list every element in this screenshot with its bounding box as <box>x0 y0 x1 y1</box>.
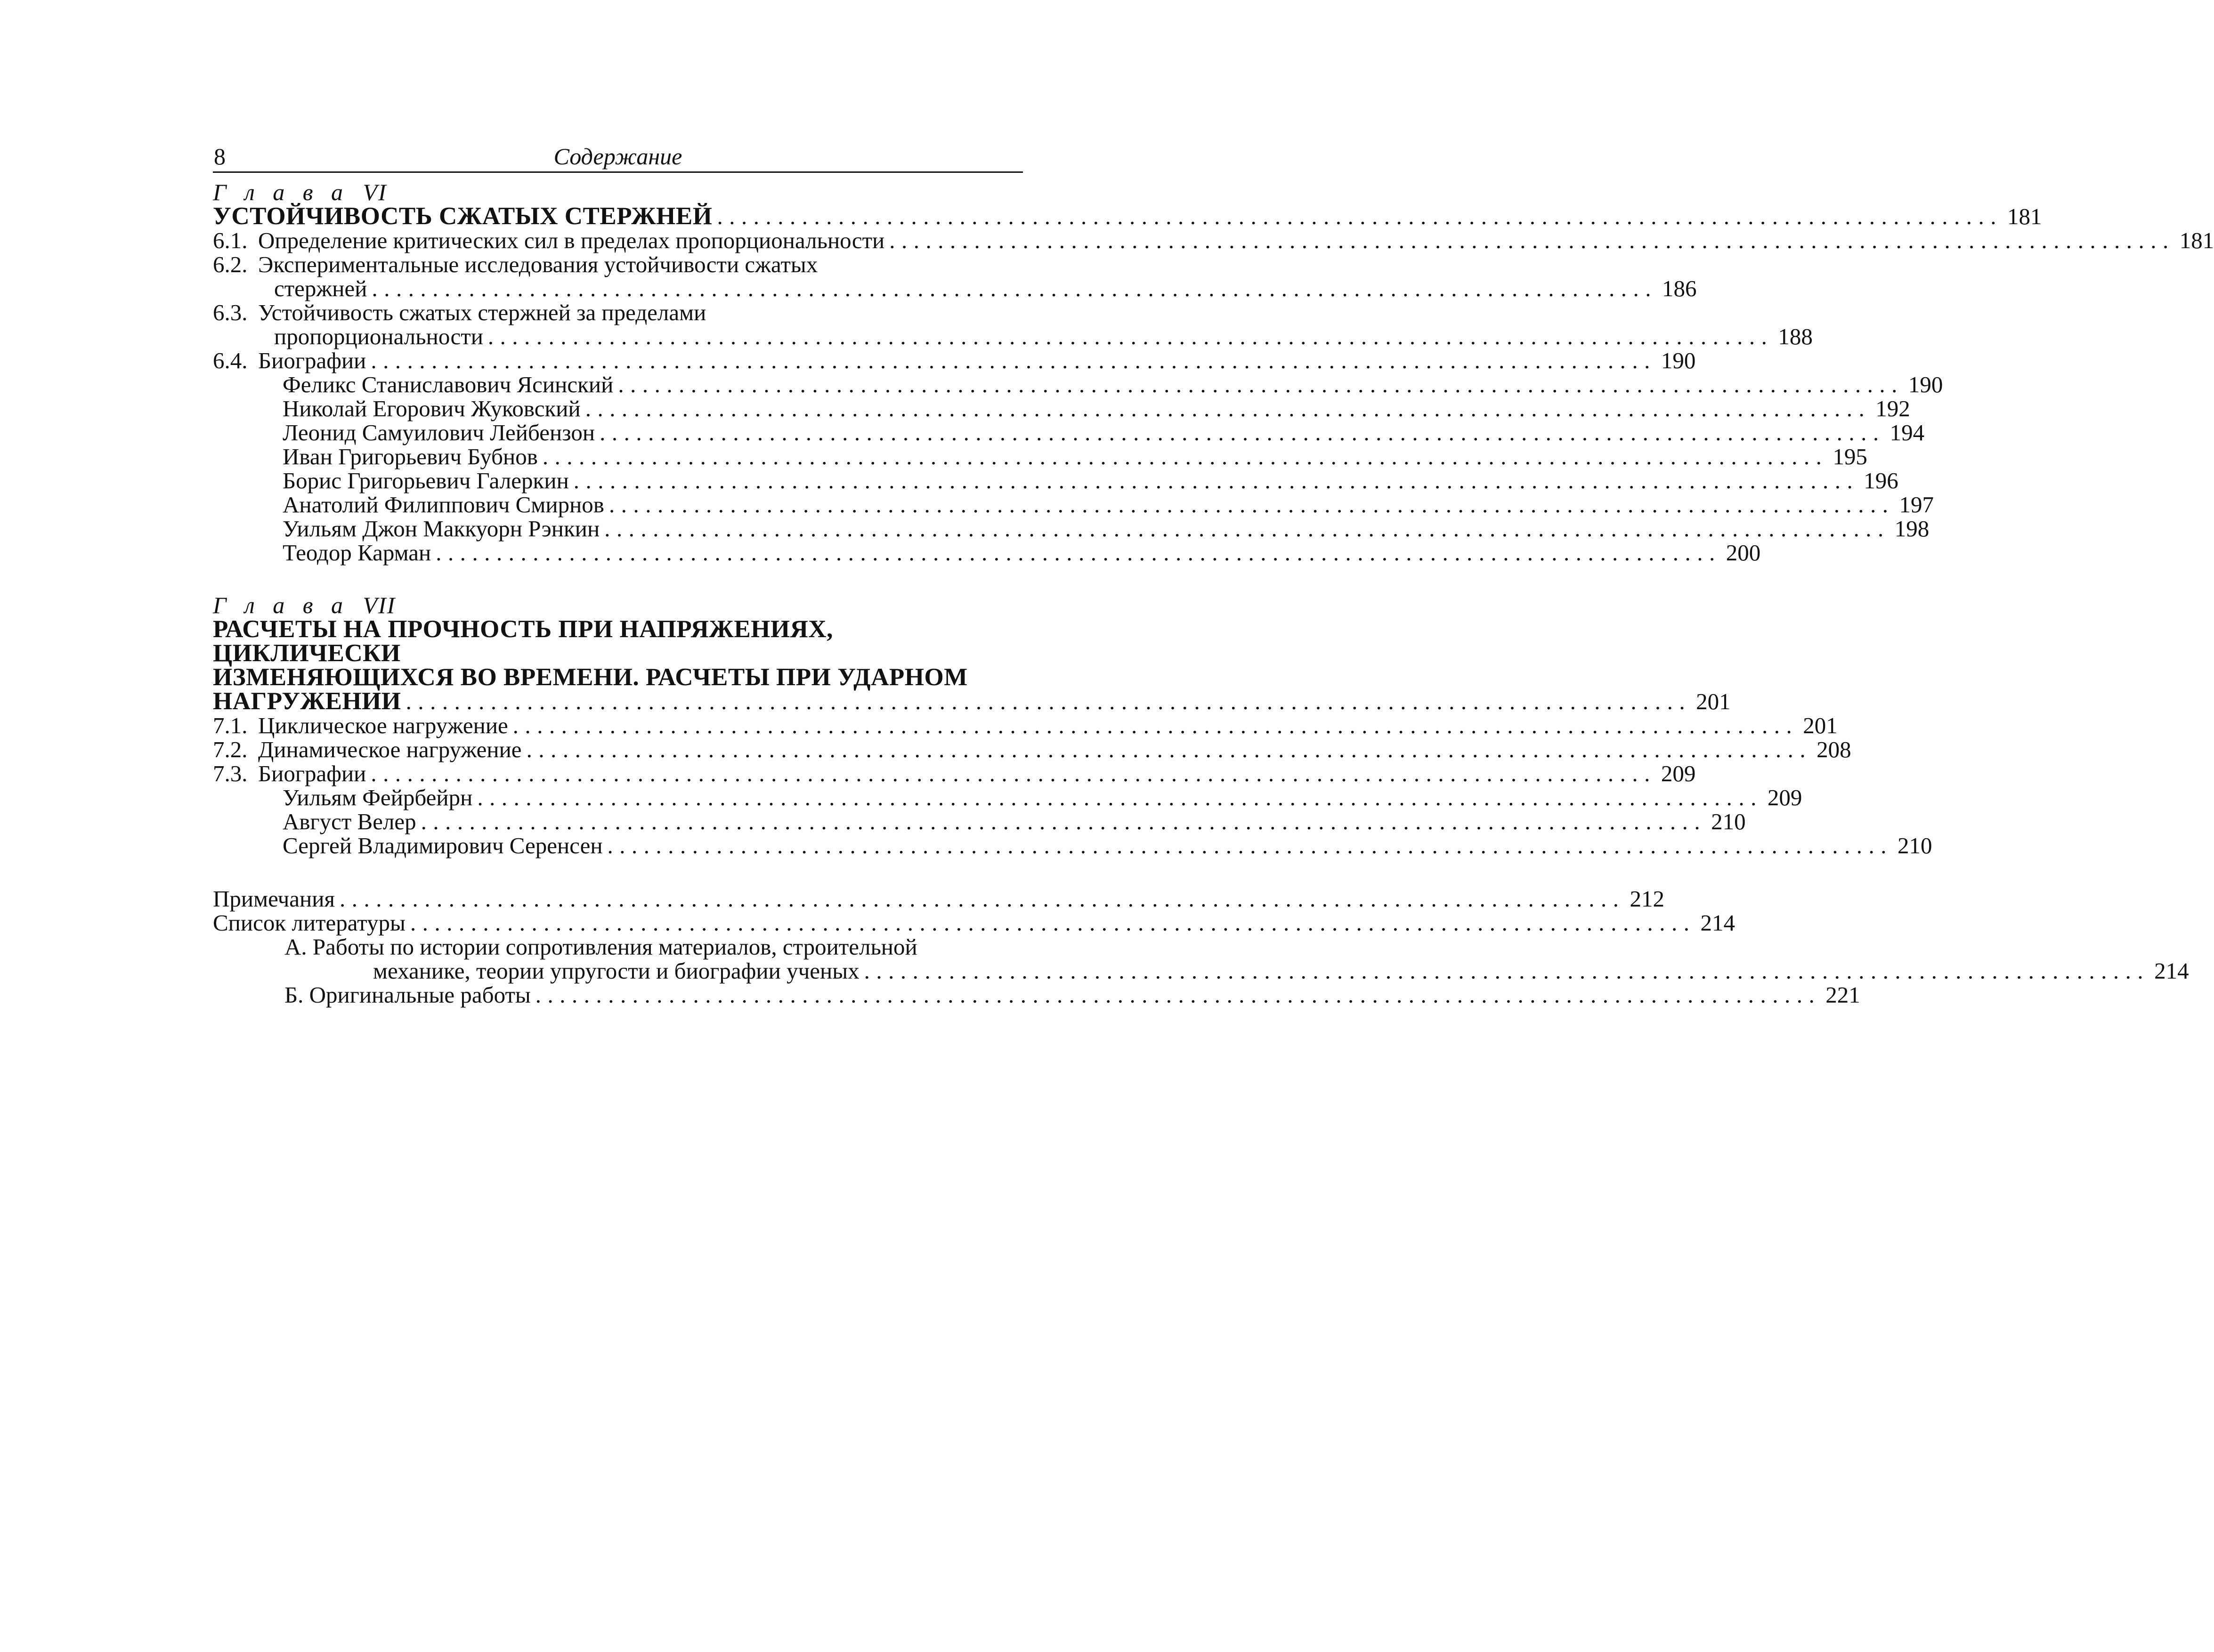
page-header <box>213 142 1023 173</box>
bio-name: Сергей Владимирович Серенсен <box>283 833 603 858</box>
bio-name: Теодор Карман <box>283 540 431 566</box>
bio-name: Уильям Фейрбейрн <box>283 785 473 810</box>
dot-leader: .......................................................................................................... <box>477 785 1763 810</box>
section-title: Определение критических сил в пределах пропорциональности <box>258 227 885 253</box>
section-number: 6.4. <box>213 348 248 373</box>
dot-leader: .......................................................................................................... <box>487 324 1774 349</box>
chapter-6-title: УСТОЙЧИВОСТЬ СЖАТЫХ СТЕРЖНЕЙ <box>213 202 713 230</box>
section-number: 7.1. <box>213 713 248 738</box>
bio-entry[interactable] <box>213 396 1910 421</box>
dot-leader: .......................................................................................................... <box>526 737 1812 762</box>
page-ref: 186 <box>1662 275 1697 301</box>
bio-entry[interactable] <box>213 809 1746 834</box>
page-ref: 198 <box>1894 516 1930 542</box>
section-title: Динамическое нагружение <box>258 737 522 762</box>
bio-entry[interactable] <box>213 444 1867 470</box>
dot-leader: .......................................................................................................... <box>421 809 1707 834</box>
page-ref: 209 <box>1661 761 1696 786</box>
section-number: 6.3. <box>213 300 248 325</box>
page-ref: 221 <box>1825 982 1860 1008</box>
toc-entry-6-3-line1 <box>213 300 1023 324</box>
chapter-6-label: Г л а в а VI <box>213 179 387 205</box>
bio-entry[interactable] <box>213 468 1898 494</box>
section-title: Циклическое нагружение <box>258 713 508 738</box>
chapter-7-title-line2: ИЗМЕНЯЮЩИХСЯ ВО ВРЕМЕНИ. РАСЧЕТЫ ПРИ УДАРНОМ <box>213 664 968 691</box>
section-title: Экспериментальные исследования устойчивости сжатых <box>258 251 818 277</box>
page-ref: 208 <box>1817 737 1851 762</box>
page-ref: 197 <box>1899 492 1934 518</box>
dot-leader: .......................................................................................................... <box>604 516 1890 542</box>
section-title-cont: пропорциональности <box>274 324 483 349</box>
toc-entry-7-1[interactable] <box>213 713 1838 738</box>
dot-leader: .......................................................................................................... <box>889 227 2175 253</box>
bio-name: Уильям Джон Маккуорн Рэнкин <box>283 516 600 542</box>
page-ref: 212 <box>1630 886 1665 912</box>
page-ref: 201 <box>1803 713 1838 738</box>
toc-entry-7-2[interactable] <box>213 737 1851 762</box>
dot-leader: .......................................................................................................... <box>436 540 1721 566</box>
bio-name: Николай Егорович Жуковский <box>283 396 581 421</box>
page-ref: 210 <box>1898 833 1932 858</box>
section-title: Список литературы <box>213 910 405 936</box>
section-number: 6.1. <box>213 227 248 253</box>
dot-leader: .......................................................................................................... <box>371 348 1656 373</box>
dot-leader: .......................................................................................................... <box>607 833 1893 858</box>
bio-entry[interactable] <box>213 833 1932 858</box>
page-ref: 181 <box>2179 227 2214 253</box>
toc-entry-refs-b[interactable] <box>213 982 1860 1008</box>
page-ref: 192 <box>1875 396 1910 421</box>
section-title-cont: стержней <box>274 275 367 301</box>
section-number: 7.2. <box>213 737 248 762</box>
dot-leader: .......................................................................................................... <box>410 910 1696 936</box>
spacer <box>213 858 1023 887</box>
dot-leader: .......................................................................................................... <box>608 492 1895 518</box>
toc-entry-notes[interactable] <box>213 886 1665 912</box>
dot-leader: .......................................................................................................... <box>371 761 1656 786</box>
page-ref: 200 <box>1726 540 1761 566</box>
bio-name: Анатолий Филиппович Смирнов <box>283 492 604 518</box>
chapter-7-title-line3: НАГРУЖЕНИИ <box>213 688 401 715</box>
toc-entry-7-3[interactable] <box>213 761 1696 786</box>
toc-entry-6-2-line1 <box>213 252 1023 276</box>
dot-leader: .......................................................................................................... <box>717 203 2003 229</box>
bio-entry[interactable] <box>213 785 1802 810</box>
chapter-7-title-entry[interactable] <box>213 688 1731 715</box>
section-number: 6.2. <box>213 251 248 277</box>
section-title: Биографии <box>258 761 366 786</box>
dot-leader: .......................................................................................................... <box>535 982 1821 1008</box>
section-title: Примечания <box>213 886 335 912</box>
dot-leader: .......................................................................................................... <box>542 444 1828 470</box>
page-ref: 190 <box>1661 348 1696 373</box>
bio-entry[interactable] <box>213 372 1943 397</box>
section-title-cont: механике, теории упругости и биографии ученых <box>373 958 860 984</box>
bio-name: Август Велер <box>283 809 416 834</box>
bio-name: Леонид Самуилович Лейбензон <box>283 420 595 445</box>
section-title: Б. Оригинальные работы <box>284 982 531 1008</box>
section-title: Устойчивость сжатых стержней за пределами <box>258 300 706 325</box>
toc-entry-6-3[interactable] <box>213 324 1813 349</box>
dot-leader: .......................................................................................................... <box>864 958 2150 984</box>
page-ref: 190 <box>1908 372 1943 397</box>
dot-leader: .......................................................................................................... <box>405 688 1692 714</box>
bio-name: Иван Григорьевич Бубнов <box>283 444 538 470</box>
page-ref: 209 <box>1767 785 1802 810</box>
page-ref: 181 <box>2007 203 2042 229</box>
page-ref: 194 <box>1890 420 1925 445</box>
toc-entry-6-2[interactable] <box>213 275 1697 301</box>
spacer <box>213 565 1023 593</box>
toc-entry-references[interactable] <box>213 910 1735 936</box>
page-ref: 201 <box>1696 688 1731 714</box>
chapter-7-label: Г л а в а VII <box>213 592 396 618</box>
bio-name: Феликс Станиславович Ясинский <box>283 372 614 397</box>
page-number: 8 <box>214 143 226 170</box>
page-ref: 188 <box>1778 324 1813 349</box>
toc-entry-6-4[interactable] <box>213 348 1696 373</box>
dot-leader: .......................................................................................................... <box>585 396 1871 421</box>
dot-leader: .......................................................................................................... <box>618 372 1904 397</box>
page-ref: 196 <box>1864 468 1898 494</box>
toc-entry-refs-a[interactable] <box>213 958 2189 984</box>
page-ref: 195 <box>1833 444 1867 470</box>
table-of-contents <box>213 179 2214 1008</box>
bio-entry[interactable] <box>213 492 1934 518</box>
page-ref: 214 <box>2154 958 2189 984</box>
running-title: Содержание <box>553 143 682 170</box>
dot-leader: .......................................................................................................... <box>340 886 1625 912</box>
toc-entry-6-1[interactable] <box>213 227 2214 253</box>
chapter-7-title-line1: РАСЧЕТЫ НА ПРОЧНОСТЬ ПРИ НАПРЯЖЕНИЯХ, ЦИКЛИЧЕСКИ <box>213 615 833 667</box>
dot-leader: .......................................................................................................... <box>573 468 1859 494</box>
bio-entry[interactable] <box>213 420 1925 445</box>
bio-entry[interactable] <box>213 516 1930 542</box>
bio-name: Борис Григорьевич Галеркин <box>283 468 569 494</box>
page-ref: 214 <box>1700 910 1735 936</box>
section-title: Биографии <box>258 348 366 373</box>
dot-leader: .......................................................................................................... <box>600 420 1885 445</box>
dot-leader: .......................................................................................................... <box>512 713 1799 738</box>
section-number: 7.3. <box>213 761 248 786</box>
toc-entry-refs-a-line1: А. Работы по истории сопротивления материалов, строительной <box>284 934 917 960</box>
bio-entry[interactable] <box>213 540 1761 566</box>
chapter-6-title-entry[interactable] <box>213 202 2042 230</box>
dot-leader: .......................................................................................................... <box>372 275 1657 301</box>
page-ref: 210 <box>1711 809 1746 834</box>
